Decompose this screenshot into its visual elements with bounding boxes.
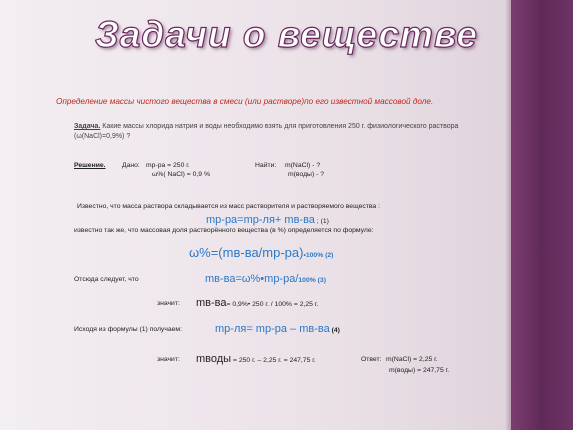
fact-mass-sum: Известно, что масса раствора складывается из масс растворителя и растворяемого вещества : — [77, 203, 380, 210]
fact-fraction: известно так же, что массовая доля растворённого вещества (в %) определяется по формуле: — [74, 227, 374, 234]
formula-2-expr: ω%=(mв-ва/mр-ра) — [189, 245, 304, 260]
intro-text: Определение массы чистого вещества в смеси (или растворе)по его известной массовой доле. — [56, 97, 434, 106]
formula-4-num: (4) — [329, 327, 340, 334]
answer-nacl: m(NaCl) = 2,25 г. — [386, 356, 438, 363]
formula-3-tail: 100% (3) — [298, 277, 326, 284]
calc-2 — [196, 353, 316, 365]
calc-2-label: значит: — [157, 356, 180, 363]
formula-2-tail: •100% (2) — [303, 252, 334, 259]
formula-1 — [206, 214, 329, 226]
page-title: Задачи о веществе — [95, 14, 478, 55]
find-label: Найти: — [255, 162, 277, 169]
find-water: m(воды) - ? — [288, 171, 325, 178]
calc-1-expr: = 0,9%• 250 г. / 100% = 2,25 г. — [226, 301, 319, 308]
task-block — [74, 122, 474, 142]
formula-1-expr: mр-ра=mр-ля+ mв-ва — [206, 214, 315, 226]
calc-1 — [196, 297, 318, 309]
formula-4-expr: mр-ля= mр-ра – mв-ва — [215, 323, 330, 335]
given-fraction: ω%( NaCl) = 0,9 % — [152, 171, 210, 178]
formula-3 — [205, 273, 326, 285]
follows-label: Отсюда следует, что — [74, 276, 139, 283]
task-text: Какие массы хлорида натрия и воды необходимо взять для приготовления 250 г. физиологического раствора (ω(NaCl)=0,9%) ? — [74, 123, 459, 140]
answer-label: Ответ: — [361, 356, 382, 363]
formula-3-expr: mв-ва=ω%•mр-ра/ — [205, 273, 299, 285]
calc-2-mass: mводы — [196, 353, 232, 365]
formula-4 — [215, 323, 340, 335]
given-label: Дано: — [122, 162, 140, 169]
side-band — [511, 0, 573, 430]
find-nacl: m(NaCl) - ? — [285, 162, 321, 169]
solution-label: Решение. — [74, 162, 106, 169]
formula-2 — [189, 245, 333, 260]
from-formula-label: Исходя из формулы (1) получаем: — [74, 326, 182, 333]
given-mass: mр-ра = 250 г. — [146, 162, 190, 169]
answer-water: m(воды) = 247,75 г. — [389, 367, 450, 374]
calc-1-label: значит: — [157, 300, 180, 307]
task-label: Задача. — [74, 123, 101, 130]
calc-2-expr: = 250 г. – 2,25 г. = 247,75 г. — [231, 357, 316, 364]
calc-1-mass: mв-ва — [196, 297, 227, 309]
formula-1-num: ; (1) — [314, 218, 329, 225]
